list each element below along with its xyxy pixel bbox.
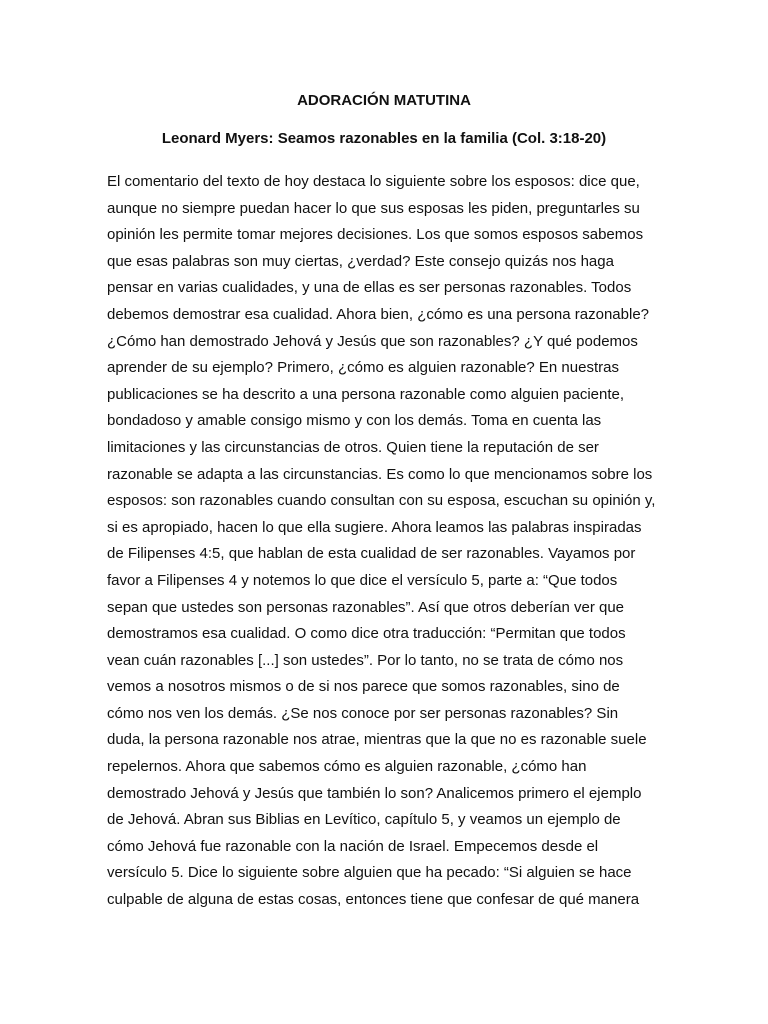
body-line: sepan que ustedes son personas razonables”. Así que otros deberían ver que bbox=[107, 598, 625, 616]
body-line: cómo Jehová fue razonable con la nación de Israel. Empecemos desde el bbox=[107, 837, 599, 855]
body-paragraph bbox=[107, 169, 667, 914]
body-line: demostramos esa cualidad. O como dice otra traducción: “Permitan que todos bbox=[107, 625, 626, 643]
body-line: cómo nos ven los demás. ¿Se nos conoce por ser personas razonables? Sin bbox=[107, 704, 619, 722]
body-line: vean cuán razonables [...] son ustedes”. Por lo tanto, no se trata de cómo nos bbox=[107, 651, 624, 669]
body-line: esposos: son razonables cuando consultan con su esposa, escuchan su opinión y, bbox=[107, 492, 656, 510]
body-line: favor a Filipenses 4 y notemos lo que dice el versículo 5, parte a: “Que todos bbox=[107, 571, 618, 589]
body-line: repelernos. Ahora que sabemos cómo es alguien razonable, ¿cómo han bbox=[107, 758, 587, 776]
body-line: pensar en varias cualidades, y una de ellas es ser personas razonables. Todos bbox=[107, 279, 632, 297]
body-line: de Jehová. Abran sus Biblias en Levítico, capítulo 5, y veamos un ejemplo de bbox=[107, 811, 621, 829]
body-line: debemos demostrar esa cualidad. Ahora bien, ¿cómo es una persona razonable? bbox=[107, 305, 649, 323]
body-line: si es apropiado, hacen lo que ella sugiere. Ahora leamos las palabras inspiradas bbox=[107, 518, 642, 536]
body-line: culpable de alguna de estas cosas, entonces tiene que confesar de qué manera bbox=[107, 891, 640, 909]
body-line: razonable se adapta a las circunstancias. Es como lo que mencionamos sobre los bbox=[107, 465, 653, 483]
body-line: que esas palabras son muy ciertas, ¿verdad? Este consejo quizás nos haga bbox=[107, 252, 614, 270]
body-line: de Filipenses 4:5, que hablan de esta cualidad de ser razonables. Vayamos por bbox=[107, 545, 636, 563]
body-line: aunque no siempre puedan hacer lo que sus esposas les piden, preguntarles su bbox=[107, 199, 640, 217]
body-line: opinión les permite tomar mejores decisiones. Los que somos esposos sabemos bbox=[107, 226, 644, 244]
body-line: aprender de su ejemplo? Primero, ¿cómo es alguien razonable? En nuestras bbox=[107, 359, 619, 377]
body-line: ¿Cómo han demostrado Jehová y Jesús que son razonables? ¿Y qué podemos bbox=[107, 332, 638, 350]
body-line: duda, la persona razonable nos atrae, mientras que la que no es razonable suele bbox=[107, 731, 647, 749]
body-line: El comentario del texto de hoy destaca lo siguiente sobre los esposos: dice que, bbox=[107, 173, 640, 190]
body-line: versículo 5. Dice lo siguiente sobre alguien que ha pecado: “Si alguien se hace bbox=[107, 864, 632, 882]
body-line: limitaciones y las circunstancias de otros. Quien tiene la reputación de ser bbox=[107, 438, 599, 456]
body-line: bondadoso y amable consigo mismo y con los demás. Toma en cuenta las bbox=[107, 412, 602, 430]
document-subtitle: Leonard Myers: Seamos razonables en la familia (Col. 3:18-20) bbox=[161, 130, 607, 147]
document-title: ADORACIÓN MATUTINA bbox=[297, 92, 471, 109]
body-line: demostrado Jehová y Jesús que también lo son? Analicemos primero el ejemplo bbox=[107, 784, 642, 802]
body-line: publicaciones se ha descrito a una persona razonable como alguien paciente, bbox=[107, 385, 625, 403]
body-line: vemos a nosotros mismos o de si nos parece que somos razonables, sino de bbox=[107, 678, 620, 696]
